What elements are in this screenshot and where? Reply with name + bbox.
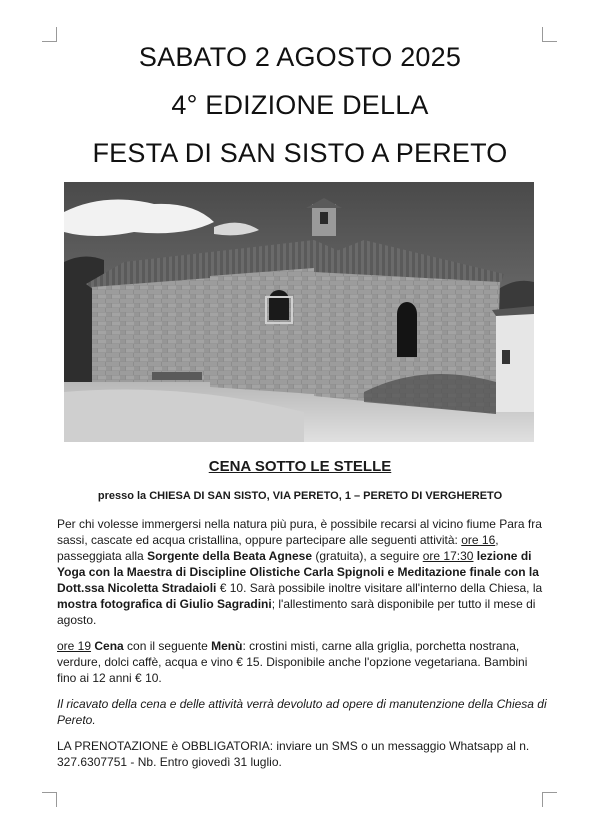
text: : crostini misti, carne alla griglia, porchetta nostrana, verdure, dolci caffè, acqua e vino € 15. Disponibile anche l'opzione vegetariana. Bambini fino ai 12 anni € 10. <box>57 639 528 685</box>
text: (gratuita), a seguire <box>312 549 423 563</box>
crop-mark-bottom-right <box>542 792 557 807</box>
activities-paragraph <box>57 516 547 628</box>
text: ; l'allestimento sarà disponibile per tutto il mese di agosto. <box>57 597 536 627</box>
yoga-lesson: lezione di Yoga con la Maestra di Discipline Olistiche Carla Spignoli e Meditazione finale con la Dott.ssa Nicoletta Stradaioli <box>57 549 539 595</box>
proceeds-paragraph: Il ricavato della cena e delle attività verrà devoluto ad opere di manutenzione della Chiesa di Pereto. <box>57 697 547 727</box>
menu-label: Menù <box>211 639 243 653</box>
text: , passeggiata alla <box>57 533 499 563</box>
crop-mark-top-left <box>42 27 57 42</box>
text: € 10. Sarà possibile inoltre visitare all'interno della Chiesa, la <box>216 581 543 595</box>
text: Per chi volesse immergersi nella natura più pura, è possibile recarsi al vicino fiume Para fra sassi, cascate ed acqua cristallina, oppure partecipare alle seguenti attività: <box>57 517 542 547</box>
title-date: SABATO 2 AGOSTO 2025 <box>138 42 462 72</box>
title-edition: 4° EDIZIONE DELLA <box>171 90 429 120</box>
venue-line <box>0 490 600 502</box>
crop-mark-top-right <box>542 27 557 42</box>
crop-mark-bottom-left <box>42 792 57 807</box>
dinner-heading: CENA SOTTO LE STELLE <box>208 458 392 475</box>
place-sorgente: Sorgente della Beata Agnese <box>147 549 313 563</box>
time-ore-17-30: ore 17:30 <box>422 549 474 563</box>
time-ore-19: ore 19 <box>57 639 92 653</box>
church-photo <box>64 182 534 442</box>
cena-label: Cena <box>91 639 124 653</box>
venue-location: CHIESA DI SAN SISTO, VIA PERETO, 1 – PERETO DI VERGHERETO <box>146 490 503 502</box>
dinner-paragraph <box>57 638 547 686</box>
text: con il seguente <box>123 639 212 653</box>
venue-prefix: presso la <box>97 490 147 502</box>
photo-exhibit: mostra fotografica di Giulio Sagradini <box>57 597 272 611</box>
title-festival: FESTA DI SAN SISTO A PERETO <box>92 138 508 168</box>
booking-paragraph: LA PRENOTAZIONE è OBBLIGATORIA: inviare un SMS o un messaggio Whatsapp al n. 327.6307751 - Nb. Entro giovedì 31 luglio. <box>57 739 530 769</box>
time-ore-16: ore 16 <box>461 533 496 547</box>
